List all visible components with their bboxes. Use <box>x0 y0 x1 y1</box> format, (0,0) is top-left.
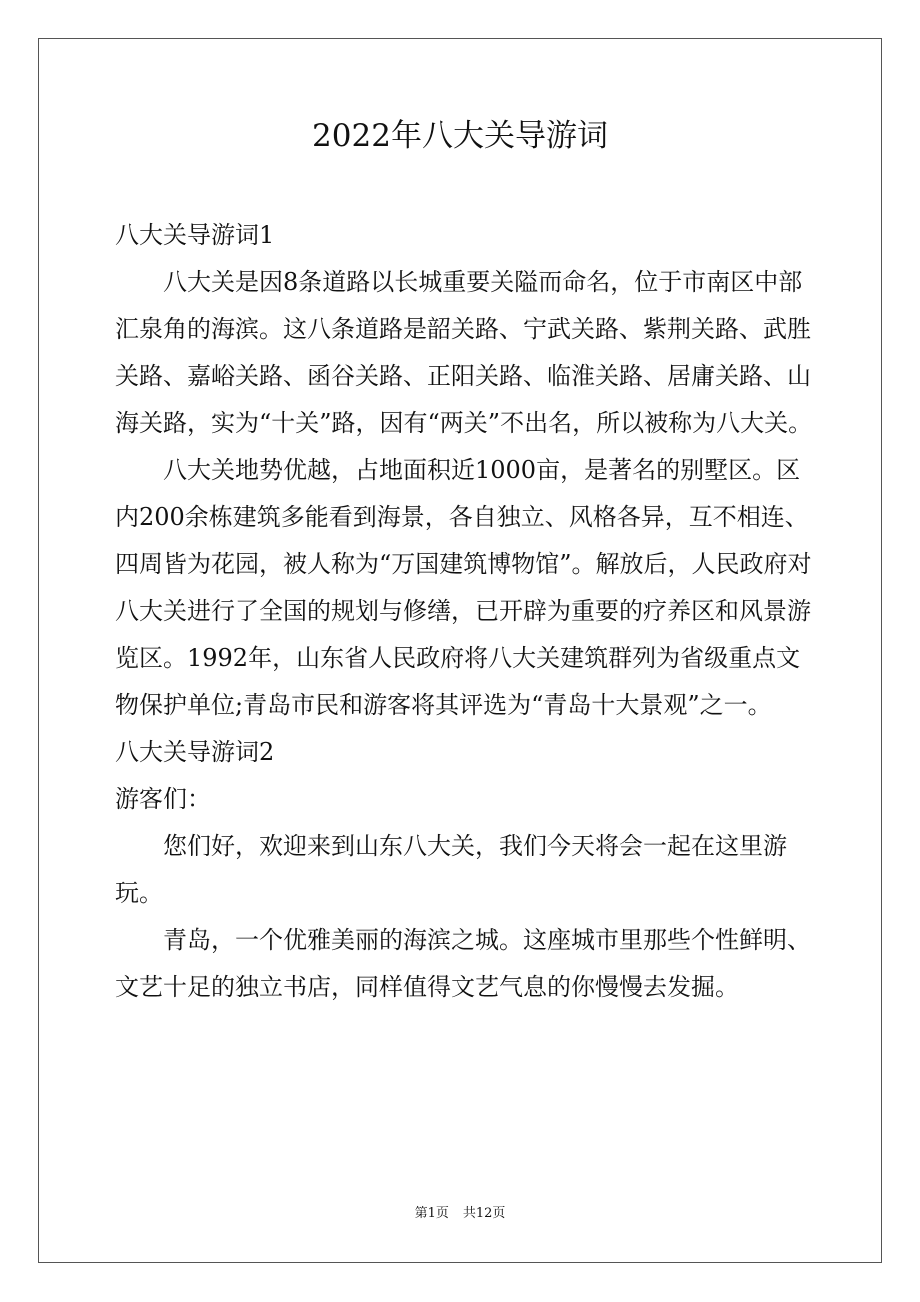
section-heading: 八大关导游词1 <box>115 221 275 249</box>
paragraph: 八大关是因8条道路以长城重要关隘而命名，位于市南区中部汇泉角的海滨。这八条道路是韶关路、宁武关路、紫荆关路、武胜关路、嘉峪关路、函谷关路、正阳关路、临淮关路、居庸关路、山海关路，实为“十关”路，因有“两关”不出名，所以被称为八大关。 <box>115 268 813 437</box>
salutation: 游客们： <box>115 785 211 813</box>
page-total: 共12页 <box>462 1206 506 1221</box>
document-title: 2022年八大关导游词 <box>312 118 608 154</box>
paragraph: 您们好，欢迎来到山东八大关，我们今天将会一起在这里游玩。 <box>115 832 787 907</box>
paragraph: 八大关地势优越，占地面积近1000亩，是著名的别墅区。区内200余栋建筑多能看到海景，各自独立、风格各异，互不相连、四周皆为花园，被人称为“万国建筑博物馆”。解放后，人民政府对八大关进行了全国的规划与修缮，已开辟为重要的疗养区和风景游览区。1992年，山东省人民政府将八大关建筑群列为省级重点文物保护单位;青岛市民和游客将其评选为“青岛十大景观”之一。 <box>115 456 812 719</box>
paragraph: 青岛，一个优雅美丽的海滨之城。这座城市里那些个性鲜明、文艺十足的独立书店，同样值得文艺气息的你慢慢去发掘。 <box>115 926 811 1001</box>
page-footer <box>0 1204 920 1224</box>
document-body <box>115 212 815 1011</box>
section-heading: 八大关导游词2 <box>115 738 275 766</box>
page-number: 第1页 <box>414 1206 449 1221</box>
